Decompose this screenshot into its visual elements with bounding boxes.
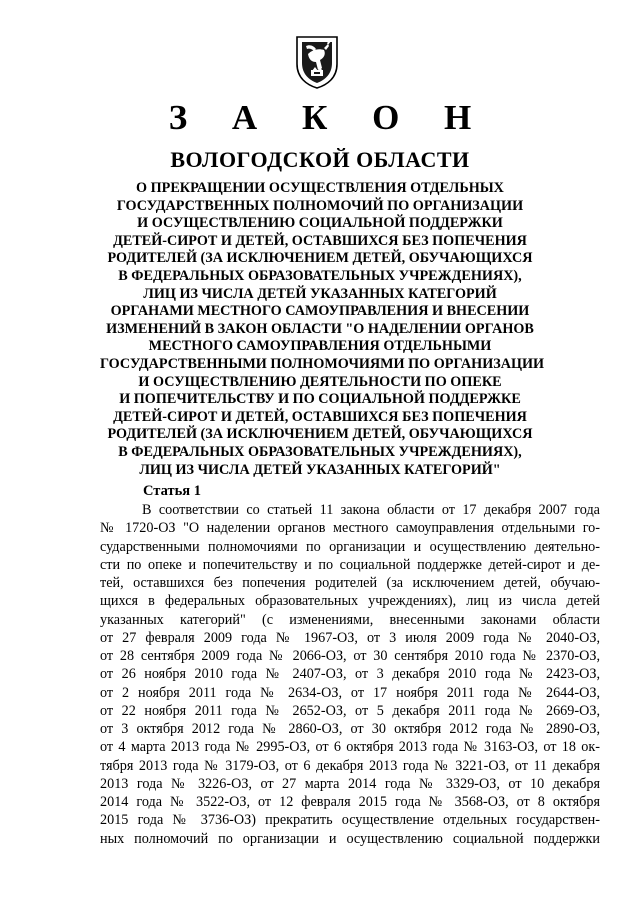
body-line: В соответствии со статьей 11 закона области от 17 декабря 2007 года (142, 502, 600, 518)
body-line: № 1720-ОЗ "О наделении органов местного самоуправления отдельными го- (100, 520, 600, 537)
body-line: от 4 марта 2013 года № 2995-ОЗ, от 6 октября 2013 года № 3163-ОЗ, от 18 ок- (100, 739, 600, 756)
title-line: ЛИЦ ИЗ ЧИСЛА ДЕТЕЙ УКАЗАННЫХ КАТЕГОРИЙ" (139, 461, 501, 478)
title-line: ГОСУДАРСТВЕННЫМИ ПОЛНОМОЧИЯМИ ПО ОРГАНИЗАЦИИ (100, 355, 545, 372)
body-line: указанных категорий" (с изменениями, внесенными законами области (100, 611, 600, 628)
title-line: И ОСУЩЕСТВЛЕНИЮ СОЦИАЛЬНОЙ ПОДДЕРЖКИ (137, 215, 503, 232)
body-line: тей, оставшихся без попечения родителей (за исключением детей, обучаю- (100, 575, 600, 591)
title-line: РОДИТЕЛЕЙ (ЗА ИСКЛЮЧЕНИЕМ ДЕТЕЙ, ОБУЧАЮЩИХСЯ (107, 250, 533, 267)
body-line: сударственными полномочиями по организации и осуществлению деятельно- (100, 538, 600, 555)
body-line: от 3 октября 2012 года № 2860-ОЗ, от 30 октября 2012 года № 2890-ОЗ, (100, 721, 600, 737)
vologda-coat-of-arms-icon (294, 34, 340, 90)
body-line: от 27 февраля 2009 года № 1967-ОЗ, от 3 июля 2009 года № 2040-ОЗ, (100, 629, 600, 646)
article-heading: Статья 1 (143, 483, 201, 499)
title-line: ЛИЦ ИЗ ЧИСЛА ДЕТЕЙ УКАЗАННЫХ КАТЕГОРИЙ (143, 285, 497, 302)
region-heading: ВОЛОГОДСКОЙ ОБЛАСТИ (170, 147, 470, 172)
law-heading: З А К О Н (168, 98, 490, 137)
body-line: ных полномочий по организации и осуществлению социальной поддержки (100, 830, 600, 847)
title-line: МЕСТНОГО САМОУПРАВЛЕНИЯ ОТДЕЛЬНЫМИ (148, 338, 492, 355)
body-line: щихся в федеральных образовательных учреждениях), лиц из числа детей (100, 593, 600, 610)
title-line: В ФЕДЕРАЛЬНЫХ ОБРАЗОВАТЕЛЬНЫХ УЧРЕЖДЕНИЯХ), (118, 443, 522, 460)
title-line: ДЕТЕЙ-СИРОТ И ДЕТЕЙ, ОСТАВШИХСЯ БЕЗ ПОПЕЧЕНИЯ (113, 232, 527, 249)
title-line: И ПОПЕЧИТЕЛЬСТВУ И ПО СОЦИАЛЬНОЙ ПОДДЕРЖКЕ (119, 391, 521, 408)
title-line: О ПРЕКРАЩЕНИИ ОСУЩЕСТВЛЕНИЯ ОТДЕЛЬНЫХ (136, 180, 504, 196)
title-line: ДЕТЕЙ-СИРОТ И ДЕТЕЙ, ОСТАВШИХСЯ БЕЗ ПОПЕЧЕНИЯ (113, 408, 527, 425)
title-line: И ОСУЩЕСТВЛЕНИЮ ДЕЯТЕЛЬНОСТИ ПО ОПЕКЕ (138, 373, 502, 390)
body-line: сти по опеке и попечительству и по социальной поддержке детей-сирот и де- (100, 556, 600, 573)
body-line: от 28 сентября 2009 года № 2066-ОЗ, от 30 сентября 2010 года № 2370-ОЗ, (100, 648, 600, 664)
body-line: 2014 года № 3522-ОЗ, от 12 февраля 2015 года № 3568-ОЗ, от 8 октября (100, 794, 600, 810)
body-line: 2015 года № 3736-ОЗ) прекратить осуществление отдельных государствен- (100, 812, 600, 829)
body-line: от 26 ноября 2010 года № 2407-ОЗ, от 3 декабря 2010 года № 2423-ОЗ, (100, 666, 600, 683)
law-title (100, 180, 545, 479)
title-line: В ФЕДЕРАЛЬНЫХ ОБРАЗОВАТЕЛЬНЫХ УЧРЕЖДЕНИЯХ), (118, 267, 522, 284)
title-line: ГОСУДАРСТВЕННЫХ ПОЛНОМОЧИЙ ПО ОРГАНИЗАЦИИ (116, 197, 524, 214)
title-line: РОДИТЕЛЕЙ (ЗА ИСКЛЮЧЕНИЕМ ДЕТЕЙ, ОБУЧАЮЩИХСЯ (107, 426, 533, 443)
body-line: от 2 ноября 2011 года № 2634-ОЗ, от 17 ноября 2011 года № 2644-ОЗ, (100, 684, 600, 701)
body-line: от 22 ноября 2011 года № 2652-ОЗ, от 5 декабря 2011 года № 2669-ОЗ, (100, 702, 600, 719)
body-line: тября 2013 года № 3179-ОЗ, от 6 декабря 2013 года № 3221-ОЗ, от 11 декабря (100, 757, 600, 774)
body-line: 2013 года № 3226-ОЗ, от 27 марта 2014 года № 3329-ОЗ, от 10 декабря (100, 775, 600, 792)
article-body (100, 501, 600, 848)
title-line: ИЗМЕНЕНИЙ В ЗАКОН ОБЛАСТИ "О НАДЕЛЕНИИ ОРГАНОВ (106, 320, 534, 337)
title-line: ОРГАНАМИ МЕСТНОГО САМОУПРАВЛЕНИЯ И ВНЕСЕНИИ (110, 303, 530, 320)
